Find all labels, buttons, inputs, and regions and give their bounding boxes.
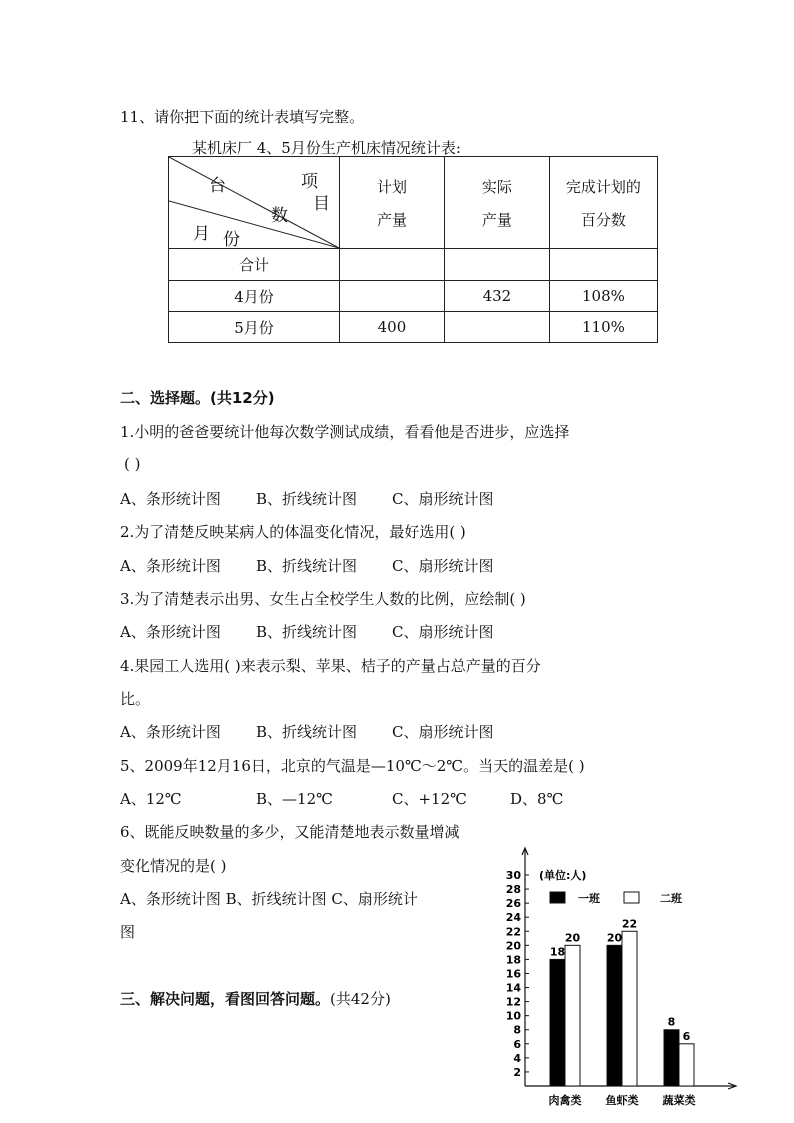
col-percent-header: [549, 157, 657, 249]
y-tick-label: 24: [505, 911, 521, 925]
cell-actual: 432: [444, 281, 549, 312]
y-tick-label: 14: [505, 981, 521, 995]
bar-value-label: 18: [549, 945, 566, 959]
y-tick-label: 2: [513, 1065, 521, 1079]
bar-value-label: 20: [606, 931, 623, 945]
q3-opt-a[interactable]: A、条形统计图: [120, 623, 221, 641]
q5-opt-c[interactable]: C、+12℃: [392, 790, 467, 808]
corner-xiang: 项: [301, 172, 318, 192]
cell-percent: 110%: [549, 312, 657, 343]
cell-actual[interactable]: [444, 312, 549, 343]
y-tick-label: 10: [505, 1009, 521, 1023]
y-tick-label: 26: [505, 897, 521, 911]
y-tick-label: 6: [513, 1037, 521, 1051]
q6-options[interactable]: A、条形统计图 B、折线统计图 C、扇形统计: [120, 890, 418, 908]
bar: [664, 1030, 679, 1086]
category-label: 鱼虾类: [605, 1094, 639, 1107]
q2-text: 2.为了清楚反映某病人的体温变化情况，最好选用( ): [120, 523, 466, 541]
q4-text: 4.果园工人选用( )来表示梨、苹果、桔子的产量占总产量的百分: [120, 657, 541, 675]
q6-text: 6、既能反映数量的多少，又能清楚地表示数量增减: [120, 823, 460, 841]
q1-text: 1.小明的爸爸要统计他每次数学测试成绩，看看他是否进步，应选择: [120, 423, 570, 441]
q5-opt-d[interactable]: D、8℃: [510, 790, 564, 808]
y-tick-label: 30: [505, 869, 521, 882]
section3-score: (共42分): [330, 990, 391, 1008]
legend-label-series2: 二班: [660, 892, 682, 905]
y-tick-label: 20: [505, 939, 521, 953]
bar-value-label: 6: [682, 1029, 691, 1043]
legend-swatch-series2: [624, 892, 639, 903]
cell-plan: 400: [340, 312, 445, 343]
y-tick-label: 12: [505, 995, 521, 1009]
table-corner-header: [169, 157, 340, 249]
bar-value-label: 22: [621, 917, 638, 931]
col-plan-line1: 计划: [376, 177, 407, 196]
y-tick-label: 4: [513, 1051, 521, 1065]
q4-opt-a[interactable]: A、条形统计图: [120, 723, 221, 741]
q4-opt-c[interactable]: C、扇形统计图: [392, 723, 494, 741]
section2-title: 二、选择题。(共12分): [120, 389, 275, 407]
corner-fen: 份: [223, 230, 240, 250]
col-actual-line1: 实际: [481, 177, 512, 196]
q2-opt-c[interactable]: C、扇形统计图: [392, 557, 494, 575]
cell-plan[interactable]: [340, 249, 445, 281]
bar: [607, 945, 622, 1086]
bar-value-label: 8: [667, 1015, 676, 1029]
q2-opt-a[interactable]: A、条形统计图: [120, 557, 221, 575]
col-actual-header: [444, 157, 549, 249]
bar-chart: [500, 845, 760, 1120]
section3-heading: [120, 988, 391, 1009]
row-label: 5月份: [169, 312, 340, 343]
q1-opt-c[interactable]: C、扇形统计图: [392, 490, 494, 508]
category-label: 蔬菜类: [662, 1094, 696, 1107]
table-row: [169, 281, 658, 312]
q1-opt-a[interactable]: A、条形统计图: [120, 490, 221, 508]
q3-opt-c[interactable]: C、扇形统计图: [392, 623, 494, 641]
col-percent-line1: 完成计划的: [565, 177, 641, 196]
table-row: [169, 312, 658, 343]
bar: [565, 945, 580, 1086]
row-label: 4月份: [169, 281, 340, 312]
q5-text: 5、2009年12月16日，北京的气温是—10℃～2℃。当天的温差是( ): [120, 757, 585, 775]
q6-text-wrap: 变化情况的是( ): [120, 857, 227, 875]
q4-opt-b[interactable]: B、折线统计图: [256, 723, 358, 741]
legend-label-series1: 一班: [578, 892, 600, 905]
legend-swatch-series1: [550, 892, 565, 903]
corner-shu: 数: [271, 206, 288, 226]
corner-tai: 台: [209, 176, 226, 196]
q5-opt-b[interactable]: B、—12℃: [256, 790, 333, 808]
y-tick-label: 16: [505, 967, 521, 981]
section3-title: 三、解决问题，看图回答问题。: [120, 990, 331, 1008]
y-tick-label: 18: [505, 953, 521, 967]
q6-options-wrap: 图: [120, 923, 136, 941]
corner-mu: 目: [313, 194, 330, 214]
q4-text-wrap: 比。: [120, 690, 151, 708]
category-label: 肉禽类: [548, 1094, 582, 1107]
unit-label: (单位:人): [539, 869, 587, 882]
bar: [679, 1044, 694, 1086]
q1-answer-blank[interactable]: ( ): [124, 455, 141, 473]
production-stat-table: [168, 156, 658, 343]
y-tick-label: 22: [505, 925, 521, 939]
cell-percent[interactable]: [549, 249, 657, 281]
table-row: [169, 249, 658, 281]
corner-yue: 月: [193, 224, 210, 244]
y-tick-label: 28: [505, 883, 521, 897]
col-plan-line2: 产量: [376, 210, 407, 229]
bar: [622, 931, 637, 1086]
q1-opt-b[interactable]: B、折线统计图: [256, 490, 358, 508]
bar: [550, 959, 565, 1086]
q11-title: 11、请你把下面的统计表填写完整。: [120, 108, 365, 126]
q5-opt-a[interactable]: A、12℃: [120, 790, 182, 808]
y-tick-label: 8: [513, 1023, 521, 1037]
table-caption: 某机床厂 4、5月份生产机床情况统计表:: [192, 139, 461, 157]
q2-opt-b[interactable]: B、折线统计图: [256, 557, 358, 575]
col-plan-header: [340, 157, 445, 249]
row-label: 合计: [169, 249, 340, 281]
col-percent-line2: 百分数: [580, 210, 626, 229]
cell-actual[interactable]: [444, 249, 549, 281]
col-actual-line2: 产量: [481, 210, 512, 229]
q3-opt-b[interactable]: B、折线统计图: [256, 623, 358, 641]
bar-value-label: 20: [564, 931, 581, 945]
cell-plan[interactable]: [340, 281, 445, 312]
q3-text: 3.为了清楚表示出男、女生占全校学生人数的比例，应绘制( ): [120, 590, 526, 608]
cell-percent: 108%: [549, 281, 657, 312]
